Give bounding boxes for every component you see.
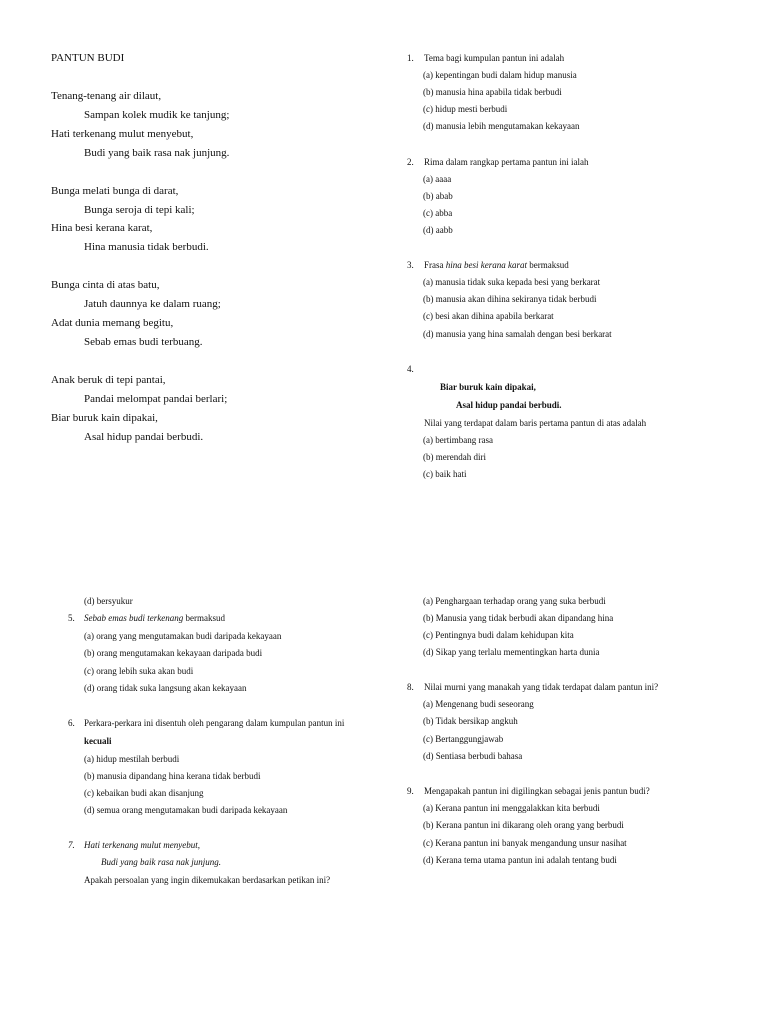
poem-line: Hati terkenang mulut menyebut, (51, 128, 194, 140)
poem-line: Asal hidup pandai berbudi. (84, 431, 204, 443)
answer-option[interactable]: (d) manusia lebih mengutamakan kekayaan (423, 121, 580, 131)
poem-line: Sampan kolek mudik ke tanjung; (84, 109, 230, 121)
answer-option[interactable]: (b) merendah diri (423, 452, 486, 462)
answer-option[interactable]: (b) Manusia yang tidak berbudi akan dipandang hina (423, 613, 614, 623)
question-number: 9. (407, 786, 414, 796)
question-stem: Nilai yang terdapat dalam baris pertama pantun di atas adalah (424, 418, 647, 428)
poem-line: Bunga cinta di atas batu, (51, 279, 160, 291)
poem-line: Jatuh daunnya ke dalam ruang; (84, 298, 221, 310)
answer-option[interactable]: (b) manusia dipandang hina kerana tidak berbudi (84, 771, 261, 781)
question-number: 4. (407, 364, 414, 374)
question-stem: Apakah persoalan yang ingin dikemukakan berdasarkan petikan ini? (84, 875, 331, 885)
question-stem: Mengapakah pantun ini digilingkan sebagai jenis pantun budi? (424, 786, 650, 796)
answer-option[interactable]: (d) bersyukur (84, 596, 133, 606)
question-keyword: kecuali (84, 736, 112, 746)
answer-option[interactable]: (b) manusia hina apabila tidak berbudi (423, 87, 562, 97)
answer-option[interactable]: (c) Pentingnya budi dalam kehidupan kita (423, 630, 574, 640)
quote-line: Asal hidup pandai berbudi. (456, 400, 562, 410)
question-stem: Tema bagi kumpulan pantun ini adalah (424, 53, 565, 63)
question-number: 5. (68, 613, 75, 623)
question-stem: Nilai murni yang manakah yang tidak terdapat dalam pantun ini? (424, 682, 659, 692)
answer-option[interactable]: (c) kebaikan budi akan disanjung (84, 788, 204, 798)
answer-option[interactable]: (a) Kerana pantun ini menggalakkan kita berbudi (423, 803, 600, 813)
answer-option[interactable]: (d) Sikap yang terlalu mementingkan harta dunia (423, 647, 600, 657)
answer-option[interactable]: (a) orang yang mengutamakan budi daripada kekayaan (84, 631, 282, 641)
answer-option[interactable]: (c) abba (423, 208, 453, 218)
poem-line: Biar buruk kain dipakai, (51, 412, 158, 424)
quote-line: Budi yang baik rasa nak junjung. (101, 857, 221, 867)
poem-line: Tenang-tenang air dilaut, (51, 90, 162, 102)
answer-option[interactable]: (c) hidup mesti berbudi (423, 104, 508, 114)
question-number: 1. (407, 53, 414, 63)
poem-line: Adat dunia memang begitu, (51, 317, 174, 329)
answer-option[interactable]: (b) Tidak bersikap angkuh (423, 716, 518, 726)
poem-line: Pandai melompat pandai berlari; (84, 393, 228, 405)
poem-line: Anak beruk di tepi pantai, (51, 374, 166, 386)
answer-option[interactable]: (a) kepentingan budi dalam hidup manusia (423, 70, 577, 80)
answer-option[interactable]: (a) Penghargaan terhadap orang yang suka berbudi (423, 596, 606, 606)
answer-option[interactable]: (c) Bertanggungjawab (423, 734, 504, 744)
answer-option[interactable]: (b) Kerana pantun ini dikarang oleh orang yang berbudi (423, 820, 624, 830)
answer-option[interactable]: (d) Sentiasa berbudi bahasa (423, 751, 523, 761)
question-number: 8. (407, 682, 414, 692)
question-stem: Sebab emas budi terkenang bermaksud (84, 613, 225, 623)
poem-line: Hina besi kerana karat, (51, 222, 153, 234)
answer-option[interactable]: (a) hidup mestilah berbudi (84, 754, 180, 764)
question-stem: Perkara-perkara ini disentuh oleh pengarang dalam kumpulan pantun ini (84, 718, 345, 728)
answer-option[interactable]: (d) Kerana tema utama pantun ini adalah tentang budi (423, 855, 617, 865)
answer-option[interactable]: (c) baik hati (423, 469, 467, 479)
answer-option[interactable]: (b) orang mengutamakan kekayaan daripada budi (84, 648, 263, 658)
answer-option[interactable]: (d) semua orang mengutamakan budi daripada kekayaan (84, 805, 288, 815)
answer-option[interactable]: (b) manusia akan dihina sekiranya tidak berbudi (423, 294, 597, 304)
poem-line: Bunga seroja di tepi kali; (84, 204, 195, 216)
answer-option[interactable]: (b) abab (423, 191, 453, 201)
answer-option[interactable]: (a) aaaa (423, 174, 452, 184)
poem-line: Budi yang baik rasa nak junjung. (84, 147, 230, 159)
answer-option[interactable]: (c) besi akan dihina apabila berkarat (423, 311, 554, 321)
poem-line: Hina manusia tidak berbudi. (84, 241, 209, 253)
question-number: 6. (68, 718, 75, 728)
question-number: 3. (407, 260, 414, 270)
answer-option[interactable]: (a) bertimbang rasa (423, 435, 493, 445)
poem-line: Sebab emas budi terbuang. (84, 336, 203, 348)
answer-option[interactable]: (d) aabb (423, 225, 453, 235)
question-stem: Frasa hina besi kerana karat bermaksud (424, 260, 569, 270)
answer-option[interactable]: (c) Kerana pantun ini banyak mengandung unsur nasihat (423, 838, 627, 848)
answer-option[interactable]: (a) Mengenang budi seseorang (423, 699, 534, 709)
question-number: 7. (68, 840, 75, 850)
quote-line: Hati terkenang mulut menyebut, (84, 840, 200, 850)
answer-option[interactable]: (c) orang lebih suka akan budi (84, 666, 194, 676)
answer-option[interactable]: (a) manusia tidak suka kepada besi yang berkarat (423, 277, 601, 287)
question-stem: Rima dalam rangkap pertama pantun ini ialah (424, 157, 589, 167)
quote-line: Biar buruk kain dipakai, (440, 382, 536, 392)
question-number: 2. (407, 157, 414, 167)
answer-option[interactable]: (d) manusia yang hina samalah dengan besi berkarat (423, 329, 612, 339)
poem-title: PANTUN BUDI (51, 52, 125, 64)
poem-line: Bunga melati bunga di darat, (51, 185, 179, 197)
answer-option[interactable]: (d) orang tidak suka langsung akan kekayaan (84, 683, 247, 693)
